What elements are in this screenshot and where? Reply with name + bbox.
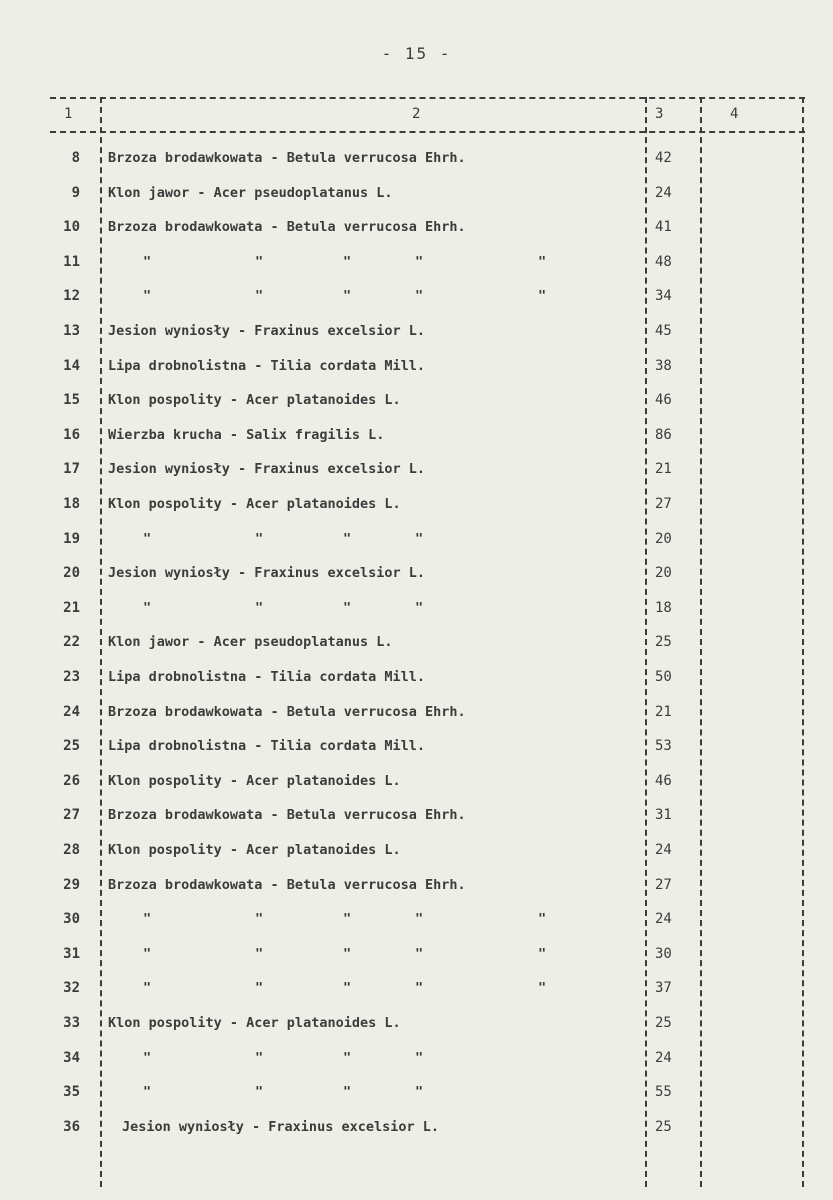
row-number: 15 xyxy=(63,392,80,409)
value-col-3: 48 xyxy=(655,253,672,270)
species-name: Wierzba krucha - Salix fragilis L. xyxy=(108,426,385,443)
value-col-3: 27 xyxy=(655,496,672,512)
value-col-3: 45 xyxy=(655,323,672,339)
species-name: Klon pospolity - Acer platanoides L. xyxy=(108,1015,401,1031)
species-name: Jesion wyniosły - Fraxinus excelsior L. xyxy=(122,1118,439,1135)
ditto-mark: " xyxy=(415,1049,424,1066)
table-row xyxy=(0,634,833,668)
row-number: 16 xyxy=(63,426,80,443)
ditto-mark: " xyxy=(343,980,352,997)
value-col-3: 18 xyxy=(655,599,672,616)
ditto-mark: " xyxy=(538,253,547,270)
table-row xyxy=(0,427,833,461)
ditto-mark: " xyxy=(343,1084,352,1101)
species-name: Lipa drobnolistna - Tilia cordata Mill. xyxy=(108,669,425,685)
value-col-3: 25 xyxy=(655,1015,672,1031)
table-row xyxy=(0,392,833,426)
table-row xyxy=(0,1119,833,1153)
value-col-3: 38 xyxy=(655,357,672,374)
ditto-mark: " xyxy=(255,1049,264,1066)
ditto-mark: " xyxy=(143,1049,152,1066)
row-number: 33 xyxy=(63,1015,80,1031)
value-col-3: 25 xyxy=(655,1118,672,1135)
row-number: 11 xyxy=(63,253,80,270)
ditto-mark: " xyxy=(255,530,264,547)
header-col-1: 1 xyxy=(64,106,73,122)
row-number: 19 xyxy=(63,530,80,547)
header-col-3: 3 xyxy=(655,106,664,122)
species-name: Lipa drobnolistna - Tilia cordata Mill. xyxy=(108,357,425,374)
row-number: 17 xyxy=(63,461,80,478)
ditto-mark: " xyxy=(538,945,547,962)
table-row xyxy=(0,565,833,599)
ditto-mark: " xyxy=(415,253,424,270)
ditto-mark: " xyxy=(343,288,352,305)
ditto-mark: " xyxy=(255,911,264,928)
ditto-mark: " xyxy=(343,253,352,270)
row-number: 29 xyxy=(63,876,80,893)
ditto-mark: " xyxy=(343,911,352,928)
table-row xyxy=(0,669,833,703)
species-name: Klon jawor - Acer pseudoplatanus L. xyxy=(108,634,393,651)
species-name: Lipa drobnolistna - Tilia cordata Mill. xyxy=(108,738,425,755)
table-row xyxy=(0,1050,833,1084)
row-number: 30 xyxy=(63,911,80,928)
species-name: Jesion wyniosły - Fraxinus excelsior L. xyxy=(108,323,425,339)
ditto-mark: " xyxy=(343,530,352,547)
table-row xyxy=(0,531,833,565)
value-col-3: 86 xyxy=(655,426,672,443)
table-row xyxy=(0,946,833,980)
ditto-mark: " xyxy=(143,530,152,547)
header-divider xyxy=(50,131,805,133)
header-col-4: 4 xyxy=(730,106,739,122)
species-name: Brzoza brodawkowata - Betula verrucosa Ehrh. xyxy=(108,876,466,893)
value-col-3: 55 xyxy=(655,1084,672,1101)
value-col-3: 24 xyxy=(655,842,672,858)
ditto-mark: " xyxy=(415,911,424,928)
table-row xyxy=(0,1015,833,1049)
table-row xyxy=(0,150,833,184)
value-col-3: 53 xyxy=(655,738,672,755)
row-number: 35 xyxy=(63,1084,80,1101)
ditto-mark: " xyxy=(538,980,547,997)
ditto-mark: " xyxy=(143,980,152,997)
value-col-3: 27 xyxy=(655,876,672,893)
table-row xyxy=(0,496,833,530)
row-number: 21 xyxy=(63,599,80,616)
value-col-3: 31 xyxy=(655,807,672,824)
species-name: Jesion wyniosły - Fraxinus excelsior L. xyxy=(108,565,425,582)
value-col-3: 42 xyxy=(655,150,672,166)
row-number: 23 xyxy=(63,669,80,685)
page-number: - 15 - xyxy=(381,44,452,63)
value-col-3: 24 xyxy=(655,911,672,928)
row-number: 22 xyxy=(63,634,80,651)
species-name: Brzoza brodawkowata - Betula verrucosa Ehrh. xyxy=(108,807,466,824)
species-name: Jesion wyniosły - Fraxinus excelsior L. xyxy=(108,461,425,478)
row-number: 20 xyxy=(63,565,80,582)
ditto-mark: " xyxy=(415,945,424,962)
ditto-mark: " xyxy=(255,980,264,997)
ditto-mark: " xyxy=(143,253,152,270)
value-col-3: 25 xyxy=(655,634,672,651)
header-col-2: 2 xyxy=(412,106,421,122)
species-name: Brzoza brodawkowata - Betula verrucosa Ehrh. xyxy=(108,219,466,236)
table-row xyxy=(0,704,833,738)
ditto-mark: " xyxy=(538,288,547,305)
ditto-mark: " xyxy=(538,911,547,928)
table-top-border xyxy=(50,97,805,99)
row-number: 14 xyxy=(63,357,80,374)
species-name: Klon pospolity - Acer platanoides L. xyxy=(108,842,401,858)
species-name: Brzoza brodawkowata - Betula verrucosa Ehrh. xyxy=(108,703,466,720)
row-number: 8 xyxy=(71,150,80,166)
ditto-mark: " xyxy=(255,599,264,616)
table-row xyxy=(0,738,833,772)
row-number: 18 xyxy=(63,496,80,512)
ditto-mark: " xyxy=(343,599,352,616)
value-col-3: 37 xyxy=(655,980,672,997)
ditto-mark: " xyxy=(255,1084,264,1101)
ditto-mark: " xyxy=(255,253,264,270)
table-row xyxy=(0,461,833,495)
row-number: 28 xyxy=(63,842,80,858)
ditto-mark: " xyxy=(143,911,152,928)
row-number: 36 xyxy=(63,1118,80,1135)
ditto-mark: " xyxy=(343,1049,352,1066)
ditto-mark: " xyxy=(143,288,152,305)
value-col-3: 24 xyxy=(655,1049,672,1066)
row-number: 10 xyxy=(63,219,80,236)
row-number: 13 xyxy=(63,323,80,339)
value-col-3: 24 xyxy=(655,184,672,201)
table-row xyxy=(0,185,833,219)
ditto-mark: " xyxy=(415,980,424,997)
row-number: 31 xyxy=(63,945,80,962)
table-row xyxy=(0,600,833,634)
value-col-3: 50 xyxy=(655,669,672,685)
table-row xyxy=(0,911,833,945)
ditto-mark: " xyxy=(255,288,264,305)
ditto-mark: " xyxy=(415,530,424,547)
value-col-3: 30 xyxy=(655,945,672,962)
row-number: 25 xyxy=(63,738,80,755)
ditto-mark: " xyxy=(343,945,352,962)
row-number: 34 xyxy=(63,1049,80,1066)
row-number: 9 xyxy=(71,184,80,201)
table-row xyxy=(0,254,833,288)
table-row xyxy=(0,773,833,807)
value-col-3: 46 xyxy=(655,392,672,409)
ditto-mark: " xyxy=(415,288,424,305)
value-col-3: 34 xyxy=(655,288,672,305)
table-row xyxy=(0,358,833,392)
species-name: Klon jawor - Acer pseudoplatanus L. xyxy=(108,184,393,201)
value-col-3: 41 xyxy=(655,219,672,236)
table-row xyxy=(0,980,833,1014)
table-row xyxy=(0,323,833,357)
table-row xyxy=(0,842,833,876)
species-name: Klon pospolity - Acer platanoides L. xyxy=(108,772,401,789)
ditto-mark: " xyxy=(255,945,264,962)
value-col-3: 20 xyxy=(655,565,672,582)
ditto-mark: " xyxy=(415,1084,424,1101)
table-row xyxy=(0,877,833,911)
table-row xyxy=(0,1084,833,1118)
species-name: Klon pospolity - Acer platanoides L. xyxy=(108,392,401,409)
value-col-3: 21 xyxy=(655,703,672,720)
ditto-mark: " xyxy=(415,599,424,616)
row-number: 26 xyxy=(63,772,80,789)
value-col-3: 21 xyxy=(655,461,672,478)
value-col-3: 20 xyxy=(655,530,672,547)
ditto-mark: " xyxy=(143,599,152,616)
table-row xyxy=(0,807,833,841)
table-row xyxy=(0,219,833,253)
value-col-3: 46 xyxy=(655,772,672,789)
ditto-mark: " xyxy=(143,1084,152,1101)
row-number: 32 xyxy=(63,980,80,997)
ditto-mark: " xyxy=(143,945,152,962)
row-number: 12 xyxy=(63,288,80,305)
table-row xyxy=(0,288,833,322)
row-number: 24 xyxy=(63,703,80,720)
species-name: Brzoza brodawkowata - Betula verrucosa Ehrh. xyxy=(108,150,466,166)
row-number: 27 xyxy=(63,807,80,824)
species-name: Klon pospolity - Acer platanoides L. xyxy=(108,496,401,512)
